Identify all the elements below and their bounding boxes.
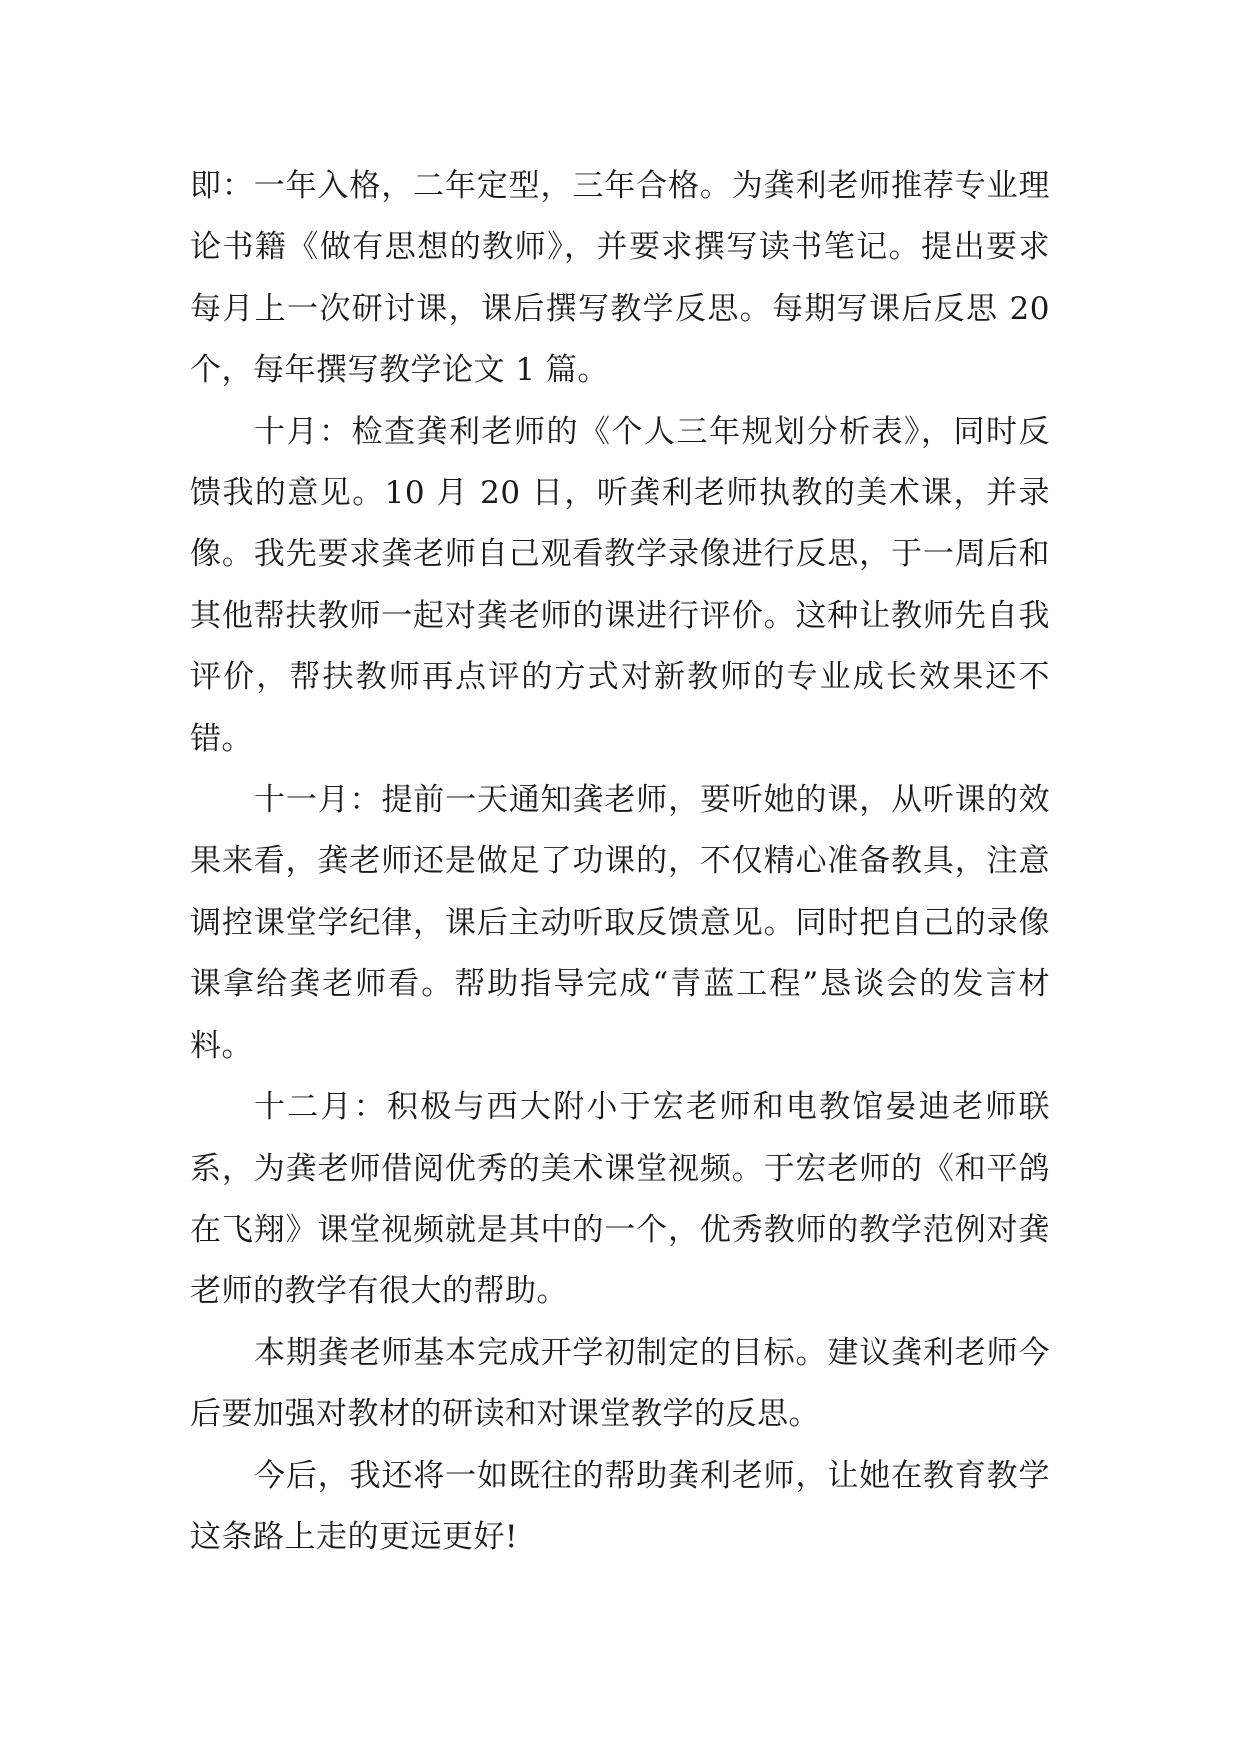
paragraph-october: 十月：检查龚利老师的《个人三年规划分析表》，同时反馈我的意见。10 月 20 日，听龚利老师执教的美术课，并录像。我先要求龚老师自己观看教学录像进行反思，于一周后和其他帮扶教师一起对龚老师的课进行评价。这种让教师先自我评价，帮扶教师再点评的方式对新教师的专业成长效果还不错。 (190, 413, 1050, 757)
paragraph-november: 十一月：提前一天通知龚老师，要听她的课，从听课的效果来看，龚老师还是做足了功课的，不仅精心准备教具，注意调控课堂学纪律，课后主动听取反馈意见。同时把自己的录像课拿给龚老师看。帮助指导完成“青蓝工程”恳谈会的发言材料。 (190, 782, 1050, 1064)
paragraph-goals: 即：一年入格，二年定型，三年合格。为龚利老师推荐专业理论书籍《做有思想的教师》，并要求撰写读书笔记。提出要求每月上一次研讨课，课后撰写教学反思。每期写课后反思 20 个，每年撰写教学论文 1 篇。 (190, 168, 1050, 389)
paragraph-closing: 今后，我还将一如既往的帮助龚利老师，让她在教育教学这条路上走的更远更好! (190, 1457, 1050, 1555)
paragraph-december: 十二月：积极与西大附小于宏老师和电教馆晏迪老师联系，为龚老师借阅优秀的美术课堂视频。于宏老师的《和平鸽在飞翔》课堂视频就是其中的一个，优秀教师的教学范例对龚老师的教学有很大的帮助。 (190, 1089, 1050, 1310)
document-body (190, 156, 1050, 1568)
paragraph-summary: 本期龚老师基本完成开学初制定的目标。建议龚利老师今后要加强对教材的研读和对课堂教学的反思。 (190, 1334, 1050, 1433)
